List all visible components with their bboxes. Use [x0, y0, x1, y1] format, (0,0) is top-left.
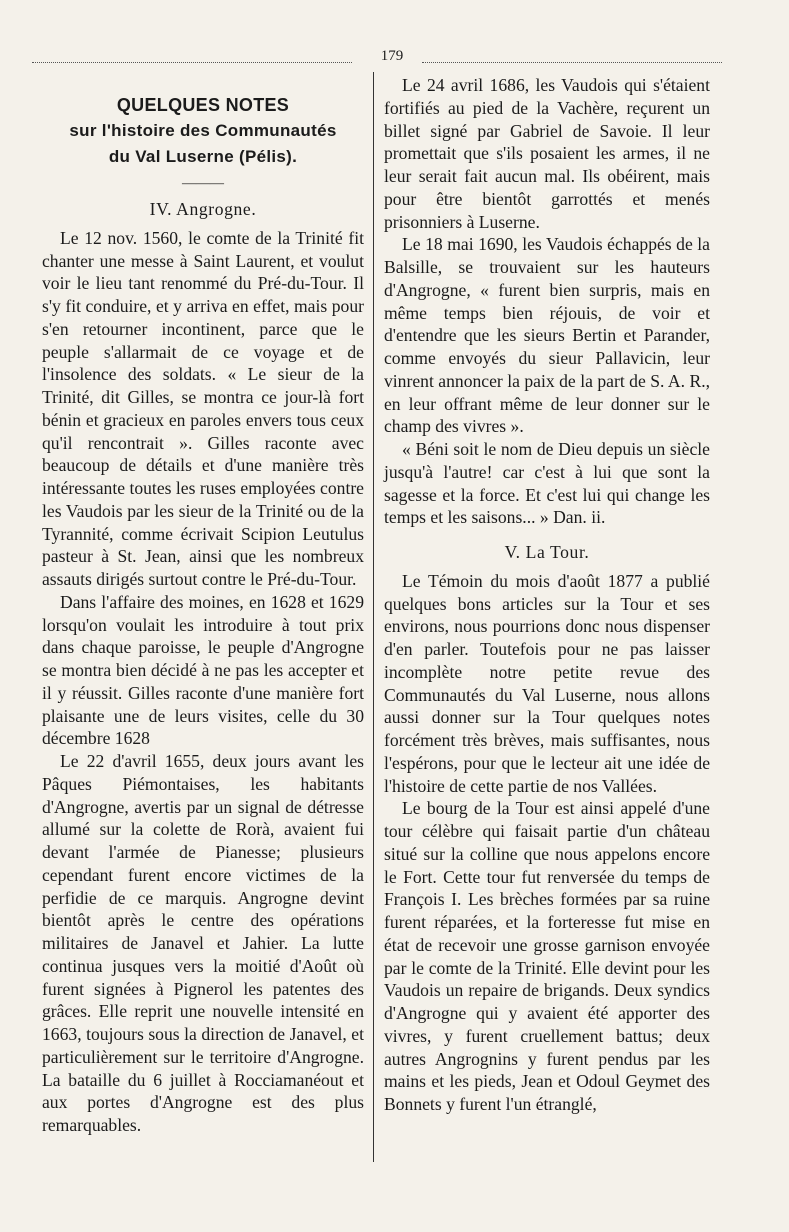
paragraph: Le 24 avril 1686, les Vaudois qui s'étaient fortifiés au pied de la Vachère, reçurent un billet signé par Gabriel de Savoie. Il leur promettait que s'ils posaient les armes, il ne leur serait fait aucun mal. Ils obéirent, mais pour être bientôt garrottés et menés prisonniers à Luserne.: [384, 75, 710, 232]
title-line-1: QUELQUES NOTES: [116, 95, 290, 115]
header-rule-right: [422, 62, 722, 63]
column-divider: [373, 72, 374, 1162]
paragraph: Dans l'affaire des moines, en 1628 et 1629 lorsqu'on voulait les introduire à tout prix dans chaque paroisse, le peuple d'Angrogne se montra bien décidé à ne pas les accepter et il y réussit. Gilles raconte d'une manière fort plaisante une de leurs visites, celle du 30 décembre 1628: [42, 591, 364, 749]
article-title: [42, 92, 364, 170]
header-rule-left: [32, 62, 352, 63]
section-heading-v: V. La Tour.: [504, 542, 590, 562]
paragraph: Le bourg de la Tour est ainsi appelé d'une tour célèbre qui faisait partie d'un château situé sur la colline que nous appelons encore le Fort. Cette tour fut renversée du temps de François I. Les brèches formées par sa ruine furent réparées, et la forteresse fut mise en état de recevoir une grosse garnison envoyée par le comte de la Trinité. Elle devint pour les Vaudois un repaire de brigands. Deux syndics d'Angrogne qui y avaient été apporter des vivres, y furent cruellement battus; deux autres Angrognins y furent pendus par les mains et les pieds, Jean et Odoul Geymet des Bonnets y furent l'un étranglé,: [384, 798, 710, 1114]
page-number: 179: [380, 48, 404, 64]
title-dash: ———: [182, 176, 224, 191]
paragraph: Le 18 mai 1690, les Vaudois échappés de la Balsille, se trouvaient sur les hauteurs d'Angrogne, « furent bien surpris, mais en même temps bien réjouis, de voir et d'entendre que les sieurs Bertin et Parander, comme envoyés du sieur Pallavicin, leur vinrent annoncer la paix de la part de S. A. R., en leur offrant même de leur donner sur le champ des vivres ».: [384, 234, 710, 437]
paragraph: « Béni soit le nom de Dieu depuis un siècle jusqu'à l'autre! car c'est à lui que sont la sagesse et la force. Et c'est lui qui change les temps et les saisons... » Dan. ii.: [384, 439, 710, 528]
left-column: [42, 74, 364, 1137]
title-line-3: du Val Luserne (Pélis).: [108, 147, 298, 166]
title-line-2: sur l'histoire des Communautés: [69, 121, 337, 140]
right-column: [384, 74, 710, 1116]
page-header: [32, 48, 722, 72]
section-heading-iv: IV. Angrogne.: [149, 199, 257, 219]
paragraph: Le 22 d'avril 1655, deux jours avant les Pâques Piémontaises, les habitants d'Angrogne, avertis par un signal de détresse allumé sur la colette de Rorà, avaient fui devant l'armée de Pianesse; plusieurs cependant furent encore victimes de la perfidie de ce marquis. Angrogne devint bientôt après le centre des opérations militaires de Janavel et Jahier. La lutte continua jusques vers la moitié d'Août où furent signées à Pignerol les patentes des grâces. Elle reprit une nouvelle intensité en 1663, toujours sous la direction de Janavel, et particulièrement sur le territoire d'Angrogne. La bataille du 6 juillet à Rocciamanéout et aux portes d'Angrogne est des plus remarquables.: [42, 751, 364, 1135]
paragraph: Le 12 nov. 1560, le comte de la Trinité fit chanter une messe à Saint Laurent, et voulut voir le lieu tant renommé du Pré-du-Tour. Il s'y fit conduire, et y arriva en effet, mais pour s'en retourner incontinent, parce que le peuple s'allarmait de ce voyage et de l'insolence des soldats. « Le sieur de la Trinité, dit Gilles, se montra ce jour-là fort bénin et gracieux en paroles envers tous ceux qu'il rencontrait ». Gilles raconte avec beaucoup de détails et d'une manière très intéressante toutes les ruses employées contre les Vaudois par les sieur de la Trinité ou de la Tyrannité, comme écrivait Scipion Leutulus pasteur à St. Jean, ainsi que les nombreux assauts dirigés surtout contre le Pré-du-Tour.: [42, 227, 364, 589]
paragraph: Le Témoin du mois d'août 1877 a publié quelques bons articles sur la Tour et ses environs, nous pourrions donc nous dispenser d'en parler. Toutefois pour ne pas laisser incomplète notre petite revue des Communautés du Val Luserne, nous allons aussi donner sur la Tour quelques notes forcément très brèves, mais suffisantes, nous l'espérons, pour que le lecteur ait une idée de l'histoire de cette partie de nos Vallées.: [384, 570, 710, 796]
